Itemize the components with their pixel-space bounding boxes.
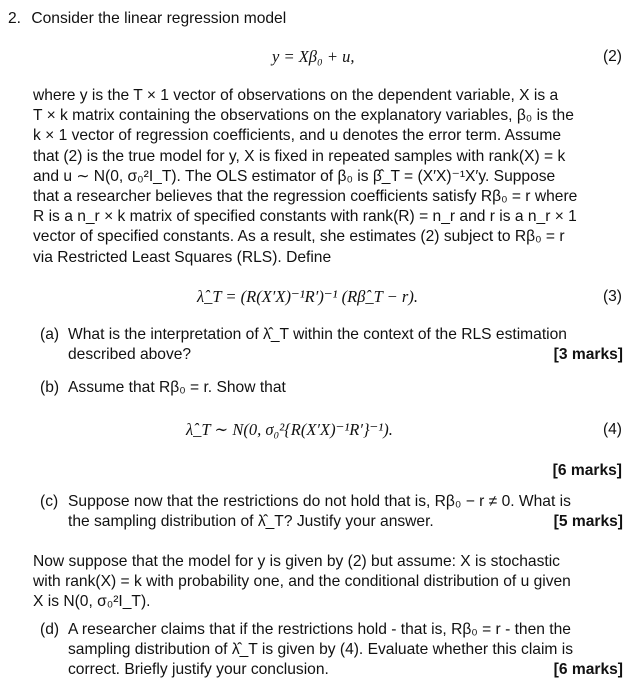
paragraph-line: vector of specified constants. As a result, she estimates (2) subject to Rβ₀ = r	[33, 228, 565, 246]
equation-4: λ̂_T ∼ N(0, σ₀²{R(X′X)⁻¹R′}⁻¹).	[186, 420, 393, 439]
part-b	[40, 378, 623, 398]
part-b-line: Assume that Rβ₀ = r. Show that	[68, 379, 286, 396]
paragraph-line: T × k matrix containing the observations on the explanatory variables, β₀ is the	[33, 107, 574, 125]
part-c-marks: [5 marks]	[553, 513, 623, 531]
part-d-label: (d)	[40, 621, 60, 638]
paragraph-line: and u ∼ N(0, σ₀²I_T). The OLS estimator of β₀ is β̂_T = (X′X)⁻¹X′y. Suppose	[33, 167, 556, 185]
part-a	[40, 325, 623, 365]
part-a-line: described above?	[68, 346, 192, 364]
paragraph-line: that (2) is the true model for y, X is fixed in repeated samples with rank(X) = k	[33, 147, 566, 165]
paragraph-line: Now suppose that the model for y is given by (2) but assume: X is stochastic	[33, 553, 560, 570]
equation-3-tag: (3)	[602, 288, 622, 305]
equation-3: λ̂_T = (R(X′X)⁻¹R′)⁻¹ (Rβ̂_T − r).	[197, 287, 418, 306]
part-d-line: sampling distribution of λ̂_T is given by (4). Evaluate whether this claim is	[68, 641, 573, 659]
part-b-label: (b)	[40, 379, 60, 396]
part-a-line: What is the interpretation of λ̂_T within the context of the RLS estimation	[68, 326, 567, 343]
part-c-label: (c)	[40, 493, 59, 510]
paragraph-line: X is N(0, σ₀²I_T).	[33, 593, 151, 611]
part-a-label: (a)	[40, 326, 60, 343]
question-heading	[8, 9, 286, 29]
part-d	[40, 620, 623, 681]
part-d-marks: [6 marks]	[553, 661, 623, 679]
question-intro: Consider the linear regression model	[31, 10, 287, 27]
equation-4-tag: (4)	[602, 421, 622, 438]
part-c-line: the sampling distribution of λ̂_T? Justify your answer.	[68, 513, 434, 531]
part-a-marks: [3 marks]	[553, 346, 623, 364]
paragraph-line: that a researcher believes that the regression coefficients satisfy Rβ₀ = r where	[33, 188, 578, 206]
paragraph-line: where y is the T × 1 vector of observations on the dependent variable, X is a	[33, 87, 559, 104]
paragraph-line: k × 1 vector of regression coefficients, and u denotes the error term. Assume	[33, 127, 562, 145]
model-description	[33, 86, 623, 268]
equation-2: y = Xβ₀ + u,	[272, 47, 355, 66]
paragraph-line: via Restricted Least Squares (RLS). Define	[33, 248, 332, 266]
paragraph-line: R is a n_r × k matrix of specified constants with rank(R) = n_r and r is a n_r × 1	[33, 208, 577, 226]
part-c	[40, 492, 623, 532]
stochastic-assumption	[33, 552, 623, 613]
paragraph-line: with rank(X) = k with probability one, and the conditional distribution of u given	[33, 573, 571, 591]
equation-2-tag: (2)	[602, 48, 622, 65]
question-number: 2.	[8, 10, 22, 27]
part-d-line: correct. Briefly justify your conclusion.	[68, 661, 329, 679]
part-c-line: Suppose now that the restrictions do not hold that is, Rβ₀ − r ≠ 0. What is	[68, 493, 571, 510]
part-d-line: A researcher claims that if the restrictions hold - that is, Rβ₀ = r - then the	[68, 621, 571, 638]
part-b-marks: [6 marks]	[552, 462, 622, 479]
